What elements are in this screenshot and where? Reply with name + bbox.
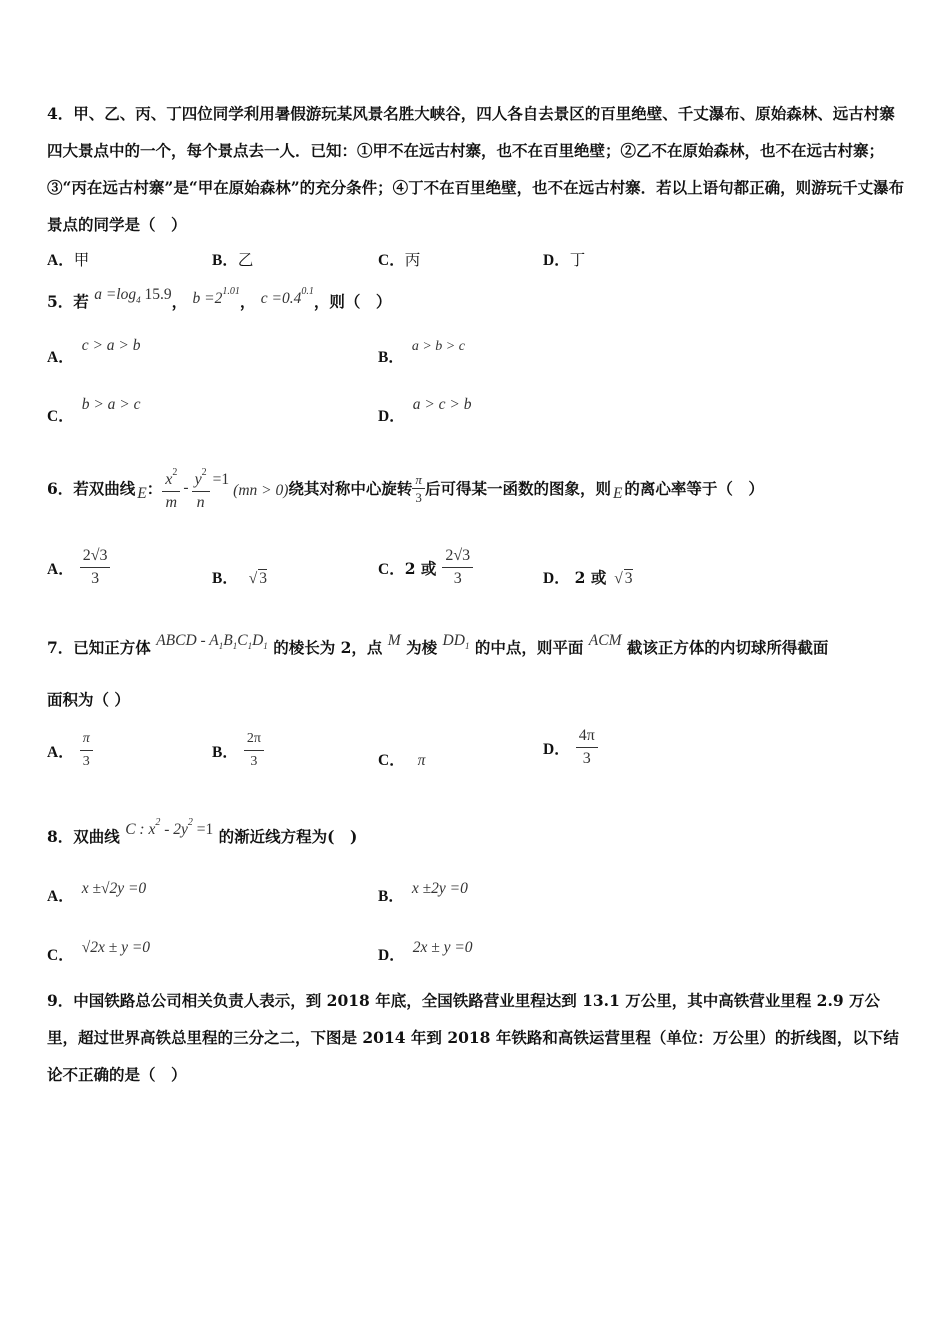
- question-7-stem-line2: 面积为（ ）: [47, 690, 130, 709]
- q8-option-b: B． x ±2y =0: [378, 880, 468, 905]
- q7-option-c: C． π: [378, 752, 426, 769]
- q4-option-b: B．乙: [212, 251, 254, 269]
- question-4-stem: 4．甲、乙、丙、丁四位同学利用暑假游玩某风景名胜大峡谷，四人各自去景区的百里绝壁、千丈瀑布、原始森林、远古村寨四大景点中的一个，每个景点去一人．已知：①甲不在远古村寨，也不在百里绝壁；②乙不在原始森林，也不在远古村寨；③“丙在远古村寨”是“甲在原始森林”的充分条件；④丁不在百里绝壁，也不在远古村寨．若以上语句都正确，则游玩千丈瀑布景点的同学是（ ）: [47, 104, 905, 234]
- q5-option-a: A．c > a > b: [47, 337, 141, 366]
- q5-option-d: D．a > c > b: [378, 396, 472, 425]
- q5-option-c: C．b > a > c: [47, 396, 141, 425]
- q8-option-c: C． √2x ± y =0: [47, 939, 151, 964]
- q4-option-c: C．丙: [378, 251, 421, 269]
- q6-option-c: C． 2 或 $\frac{2√3}{3}$: [378, 545, 473, 590]
- q6-option-d: D． 2 或 √ 3: [543, 568, 633, 587]
- question-5-stem: 5．若 $a =\log_4$ 15.9， $b =2^{1.01}$， $c =0.4^{0.1}$，则（ ）: [47, 286, 392, 311]
- q5-option-b: B．a > b > c: [378, 339, 465, 366]
- question-7-stem: 7．已知正方体 ABCD - $A_1B_1C_1D_1$ 的棱长为 2，点 M 为棱 $DD_1$ 的中点，则平面 ACM 截该正方体的内切球所得截面: [47, 632, 829, 657]
- q6-option-a: A． $\frac{2√3}{3}$: [47, 545, 110, 590]
- q8-option-d: D． 2x ± y =0: [378, 939, 473, 964]
- question-6-stem: 6．若双曲线 E ： $\frac{x^2}{m}$ - $\frac{y^2}{n}$ =1 (mn > 0) 绕其对称中心旋转 $\frac{\pi}{3}$ 后可得某一函数的图象，则 E 的离心率等于（ ）: [47, 462, 764, 514]
- q4-option-d: D．丁: [543, 251, 586, 269]
- q6-option-b: B． √ 3: [212, 570, 268, 587]
- q7-option-b: B． $\frac{2\pi}{3}$: [212, 728, 264, 773]
- q7-option-a: A． $\frac{\pi}{3}$: [47, 728, 93, 773]
- question-9-stem: 9．中国铁路总公司相关负责人表示，到 2018 年底，全国铁路营业里程达到 13.1 万公里，其中高铁营业里程 2.9 万公里，超过世界高铁总里程的三分之二，下图是 2014 年到 2018 年铁路和高铁运营里程（单位：万公里）的折线图，以下结论不正确的是（ ）: [47, 991, 899, 1084]
- q8-option-a: A． x ±√2y =0: [47, 880, 147, 905]
- q4-option-a: A．甲: [47, 251, 90, 269]
- question-8-stem: 8．双曲线 C : $x^2 - 2y^2 =1$ 的渐近线方程为( ): [47, 817, 358, 846]
- q7-option-d: D． $\frac{4\pi}{3}$: [543, 725, 598, 770]
